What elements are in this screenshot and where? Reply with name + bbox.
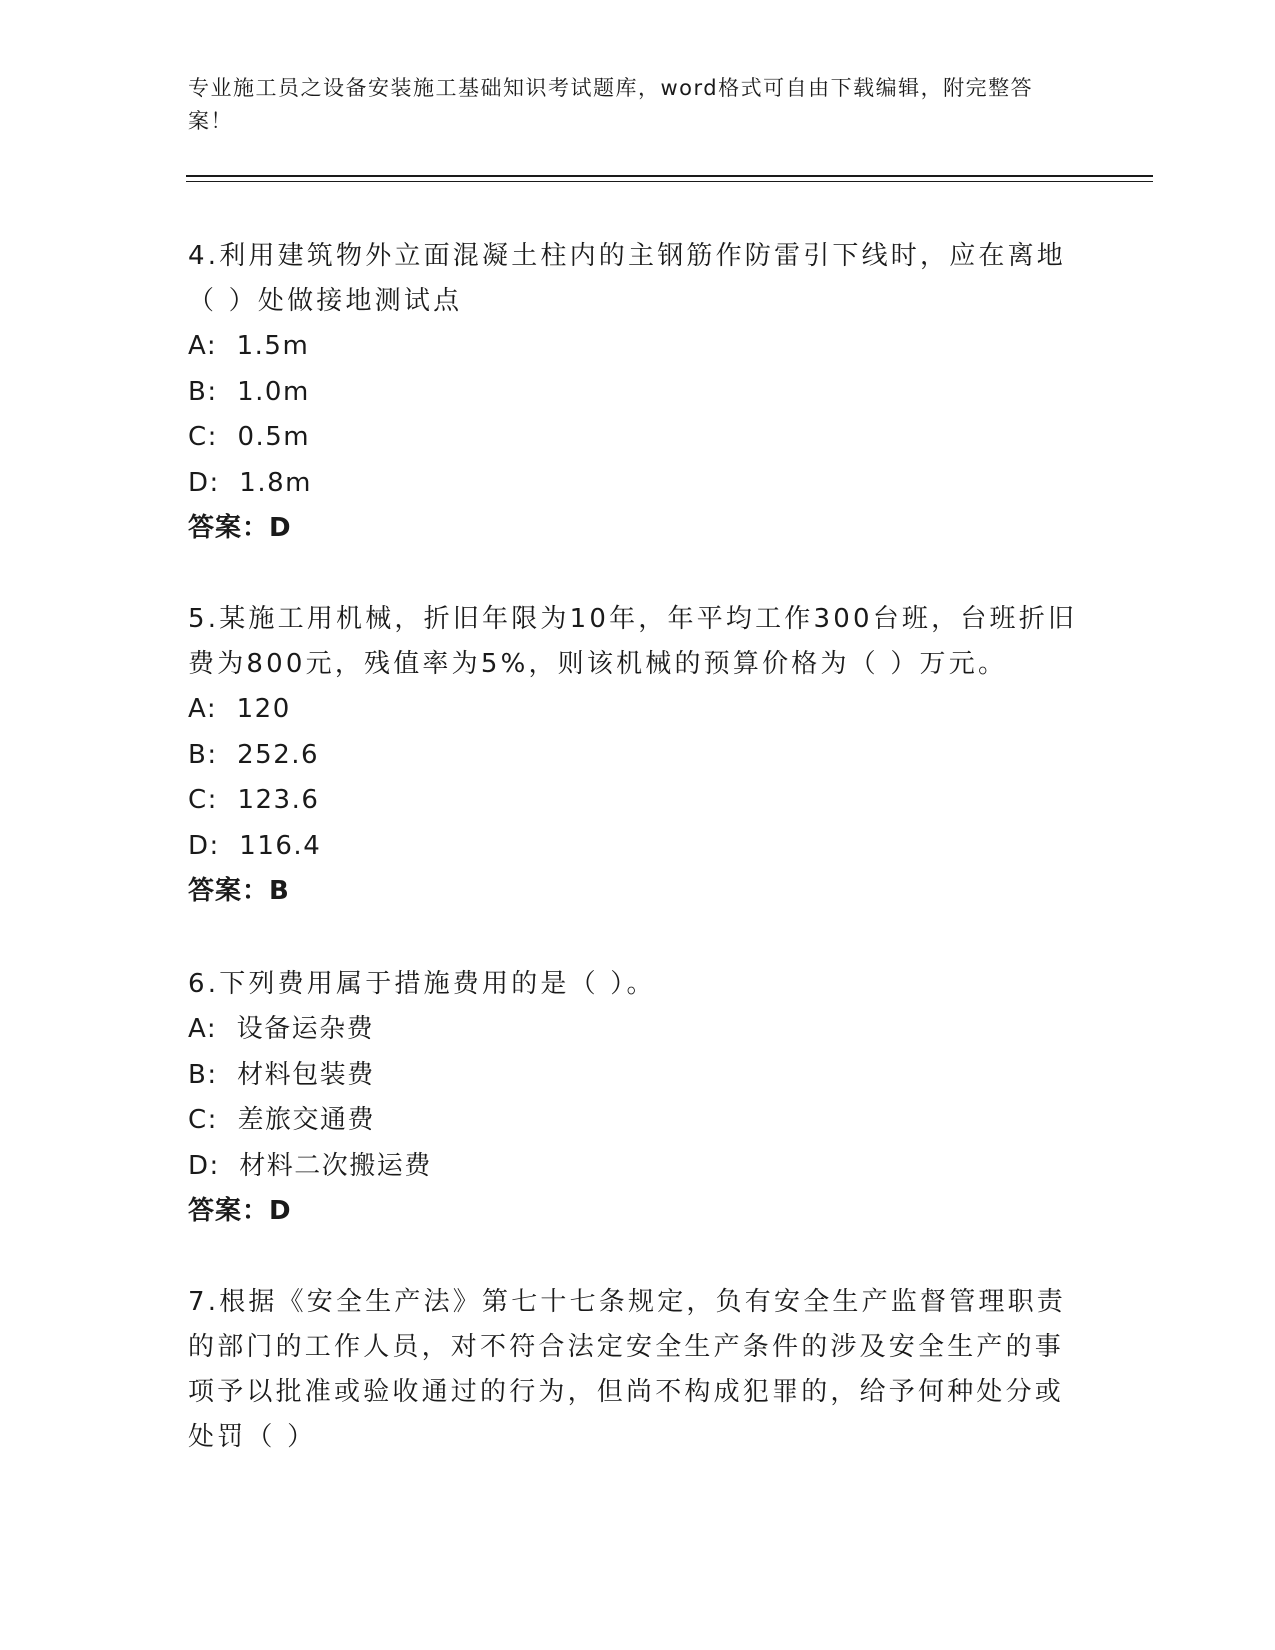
answer-label: 答案：B	[188, 876, 290, 906]
option-a: A: 120	[188, 694, 291, 724]
answer-label: 答案：D	[188, 513, 292, 543]
option-c: C: 差旅交通费	[188, 1105, 375, 1135]
question-stem: 6.下列费用属于措施费用的是（ ）。	[188, 969, 656, 999]
question-stem: 4.利用建筑物外立面混凝土柱内的主钢筋作防雷引下线时，应在离地（ ）处做接地测试点	[188, 241, 1067, 316]
option-d: D: 1.8m	[188, 467, 312, 498]
question-5	[188, 597, 1088, 914]
option-a: A: 1.5m	[188, 331, 310, 361]
question-stem: 7.根据《安全生产法》第七十七条规定，负有安全生产监督管理职责的部门的工作人员，对不符合法定安全生产条件的涉及安全生产的事项予以批准或验收通过的行为，但尚不构成犯罪的，给予何种处分或处罚（ ）	[188, 1287, 1067, 1452]
header-divider-thin	[186, 181, 1153, 182]
option-c: C: 0.5m	[188, 422, 311, 452]
question-4	[188, 234, 1088, 551]
header-divider	[186, 175, 1153, 177]
question-6	[188, 962, 1088, 1234]
option-b: B: 材料包装费	[188, 1059, 375, 1090]
option-d: D: 材料二次搬运费	[188, 1150, 432, 1181]
option-d: D: 116.4	[188, 830, 322, 861]
question-stem: 5.某施工用机械，折旧年限为10年，年平均工作300台班，台班折旧费为800元，残值率为5%，则该机械的预算价格为（ ）万元。	[188, 604, 1078, 679]
option-c: C: 123.6	[188, 785, 320, 815]
option-b: B: 252.6	[188, 739, 320, 770]
question-7	[188, 1280, 1088, 1460]
option-a: A: 设备运杂费	[188, 1014, 375, 1044]
document-header: 专业施工员之设备安装施工基础知识考试题库，word格式可自由下载编辑，附完整答案！	[188, 76, 1034, 133]
option-b: B: 1.0m	[188, 376, 310, 407]
answer-label: 答案：D	[188, 1196, 292, 1226]
